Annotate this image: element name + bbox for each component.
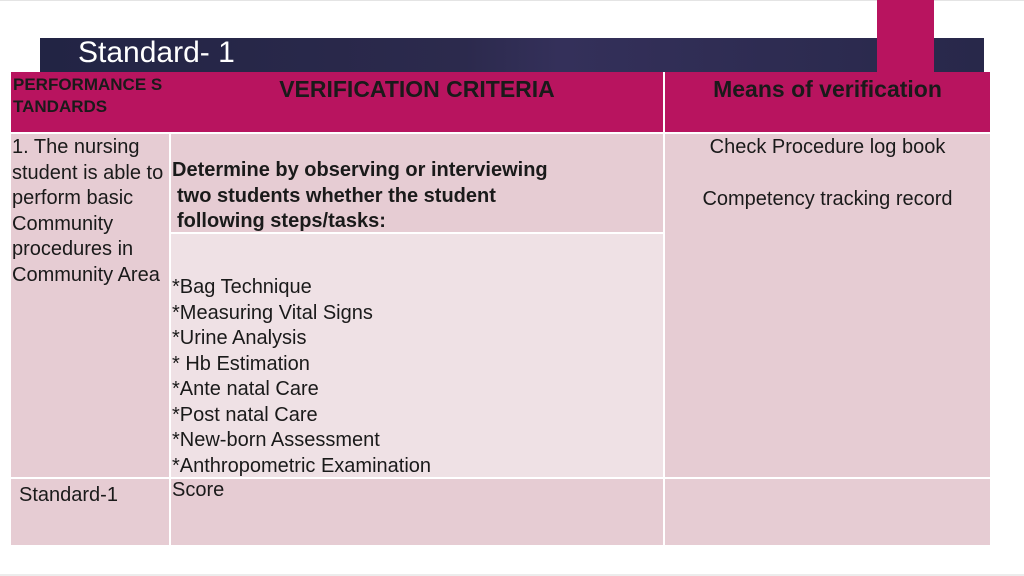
- performance-standard-text: 1. The nursing student is able to perform basic Community procedures in Community Area: [12, 136, 164, 286]
- header-performance-label: PERFORMANCE STANDARDS: [13, 75, 163, 116]
- performance-standard-cell: [11, 133, 170, 478]
- criteria-intro-line-2: two students whether the student: [177, 184, 496, 207]
- score-label: Score: [172, 479, 225, 501]
- row-divider: [170, 232, 664, 234]
- standard-label-text: Standard-1: [19, 484, 118, 506]
- top-divider: [0, 0, 1024, 1]
- criteria-intro-line-1: Determine by observing or interviewing: [172, 159, 548, 181]
- criteria-item: *Bag Technique: [172, 276, 312, 298]
- row-divider: [11, 132, 991, 134]
- header-verification-criteria: [170, 72, 664, 133]
- header-performance-standards: [11, 72, 170, 133]
- column-divider: [663, 72, 665, 545]
- row-divider: [11, 477, 991, 479]
- column-divider: [169, 133, 171, 545]
- slide-title: Standard- 1: [78, 36, 235, 69]
- criteria-item: *Anthropometric Examination: [172, 454, 432, 477]
- criteria-item: *New-born Assessment: [172, 429, 380, 451]
- header-means-label: Means of verification: [713, 76, 942, 102]
- criteria-items-cell: [170, 233, 664, 478]
- criteria-item: *Post natal Care: [172, 403, 318, 426]
- criteria-item: *Measuring Vital Signs: [172, 301, 373, 324]
- criteria-item: * Hb Estimation: [172, 352, 310, 375]
- means-item-tracking-record: Competency tracking record: [702, 187, 953, 210]
- header-means-of-verification: [664, 72, 991, 133]
- criteria-item: *Urine Analysis: [172, 327, 307, 349]
- column-divider: [990, 72, 992, 545]
- accent-block: [877, 0, 934, 72]
- criteria-item: *Ante natal Care: [172, 378, 319, 400]
- header-criteria-label: VERIFICATION CRITERIA: [279, 76, 555, 102]
- criteria-intro-line-3: following steps/tasks:: [177, 210, 386, 232]
- means-of-verification-cell: [664, 133, 991, 478]
- standard-label-cell: [11, 478, 170, 545]
- criteria-intro-cell: [170, 133, 664, 233]
- means-item-log-book: Check Procedure log book: [709, 136, 946, 158]
- score-means-cell: [664, 478, 991, 545]
- score-cell: [170, 478, 664, 545]
